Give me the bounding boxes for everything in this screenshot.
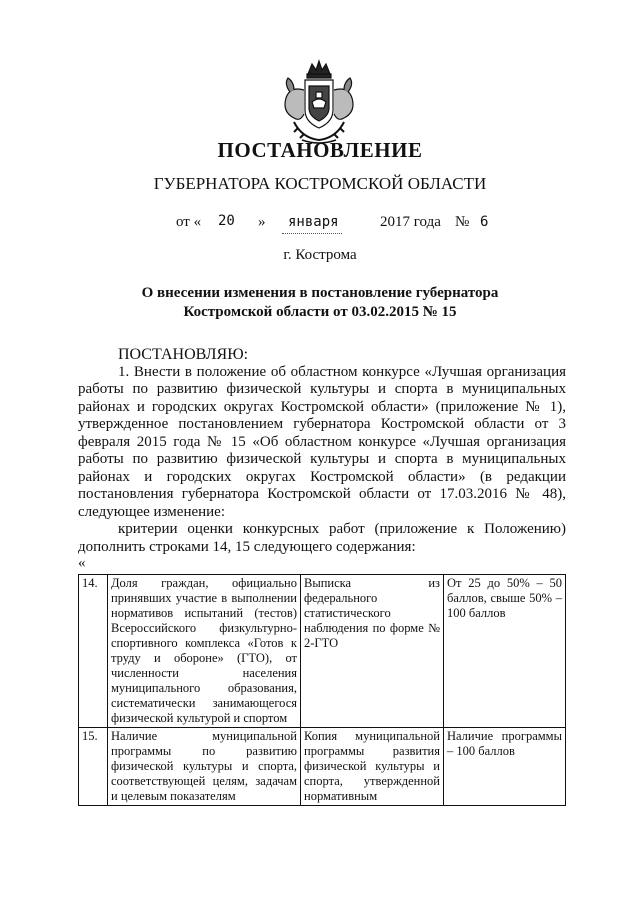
date-prefix: от « xyxy=(176,214,202,230)
document-heading xyxy=(0,284,640,322)
row-number: 14. xyxy=(79,575,108,728)
number-sign: № xyxy=(455,214,470,230)
source-cell: Выписка из федерального статистического наблюдения по форме № 2-ГТО xyxy=(301,575,444,728)
open-quote: « xyxy=(78,555,86,571)
date-month: января xyxy=(288,214,339,230)
city: г. Кострома xyxy=(283,247,357,263)
document-number: 6 xyxy=(480,214,489,230)
decree-body xyxy=(78,346,566,570)
table-row xyxy=(79,575,566,728)
criteria-table xyxy=(78,574,566,806)
paragraph-2: критерии оценки конкурсных работ (приложение к Положению) дополнить строками 14, 15 следующего содержания: xyxy=(78,521,566,555)
score-cell: Наличие программы – 100 баллов xyxy=(444,728,566,806)
decree-word: ПОСТАНОВЛЯЮ: xyxy=(118,346,249,363)
issuing-authority: ГУБЕРНАТОРА КОСТРОМСКОЙ ОБЛАСТИ xyxy=(153,174,487,193)
coat-of-arms-icon xyxy=(272,56,366,148)
row-number: 15. xyxy=(79,728,108,806)
date-month-underline xyxy=(282,233,342,234)
paragraph-1: 1. Внести в положение об областном конкурсе «Лучшая организация работы по развитию физической культуры и спорта в муниципальных районах и городских округах Костромской области» (приложение № 1), утвержденное постановлением губернатора Костромской области от 3 февраля 2015 года № 15 «Об областном конкурсе «Лучшая организация работы по развитию физической культуры и спорта в муниципальных районах и городских округах Костромской области» (в редакции постановления губернатора Костромской области от 17.03.2016 № 48), следующее изменение: xyxy=(78,363,566,520)
score-cell: От 25 до 50% – 50 баллов, свыше 50% – 100 баллов xyxy=(444,575,566,728)
table-row xyxy=(79,728,566,806)
date-quote-close: » xyxy=(258,214,266,230)
source-cell: Копия муниципальной программы развития физической культуры и спорта, утвержденной нормативным xyxy=(301,728,444,806)
document-title: ПОСТАНОВЛЕНИЕ xyxy=(217,138,423,162)
heading-line-2: Костромской области от 03.02.2015 № 15 xyxy=(183,304,457,320)
date-year: 2017 года xyxy=(380,214,441,230)
heading-line-1: О внесении изменения в постановление губернатора xyxy=(141,285,499,301)
criterion-cell: Наличие муниципальной программы по развитию физической культуры и спорта, соответствующей целям, задачам и целевым показателям xyxy=(108,728,301,806)
criterion-cell: Доля граждан, официально принявших участие в выполнении нормативов испытаний (тестов) Всероссийского физкультурно-спортивного комплекса «Готов к труду и обороне» (ГТО), от численности населения муниципального образования, систематически занимающегося физической культурой и спортом xyxy=(108,575,301,728)
date-day: 20 xyxy=(218,213,235,229)
